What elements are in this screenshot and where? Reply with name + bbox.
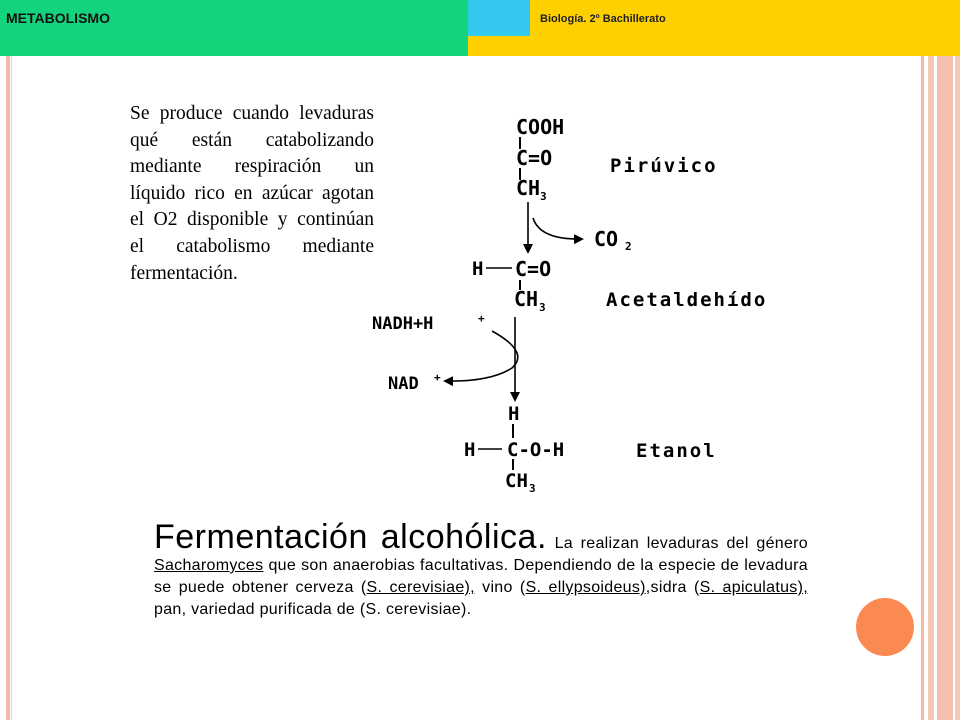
etanol-ch: CH [505, 470, 528, 492]
nad-sup: + [434, 371, 441, 384]
acetaldehido-co: C=O [515, 257, 552, 281]
acetaldehido-sub: 3 [539, 301, 546, 314]
species-apiculatus: S. apiculatus), [699, 579, 808, 596]
arrow-co2-release [533, 218, 582, 239]
acetaldehido-label: Acetaldehído [606, 289, 768, 311]
etanol-h-left: H [464, 439, 476, 461]
nad-text: NAD [388, 374, 419, 394]
nadh-text: NADH+H [372, 314, 434, 334]
paragraph-part-2: que son anaerobias facultativas. Dependiendo de la especie de levadura se puede obtener cerveza ( [154, 557, 809, 596]
acetaldehido-ch: CH [514, 287, 539, 311]
etanol-h-top: H [508, 403, 520, 425]
etanol-label: Etanol [636, 440, 717, 462]
fermentation-paragraph [154, 518, 809, 621]
description-text: Se produce cuando levaduras qué están catabolizando mediante respiración un líquido rico en azúcar agotan el O2 disponible y continúan el catabolismo mediante fermentación. [130, 103, 374, 284]
genus-sacharomyces: Sacharomyces [154, 557, 264, 574]
piruvico-cooh: COOH [516, 115, 565, 139]
acetaldehido-h: H [472, 258, 484, 280]
arrow-nadh-to-nad [445, 331, 518, 381]
piruvico-label: Pirúvico [610, 155, 718, 177]
paragraph-part-3: vino ( [482, 579, 526, 596]
etanol-sub: 3 [529, 482, 536, 495]
paragraph-title: Fermentación alcohólica. [154, 518, 547, 556]
paragraph-part-5: pan, variedad purificada de (S. cerevisiae). [154, 601, 472, 618]
piruvico-ch: CH [516, 176, 541, 200]
header-title: METABOLISMO [6, 10, 110, 26]
nadh-sup: + [478, 312, 485, 325]
etanol-center: C-O-H [507, 439, 565, 461]
co2-sub: 2 [625, 240, 632, 253]
paragraph-part-1: La realizan levaduras del género [554, 535, 808, 552]
header-subtitle: Biología. 2º Bachillerato [540, 13, 666, 25]
species-cerevisiae: S. cerevisiae), [366, 579, 475, 596]
co2-text: CO [594, 227, 619, 251]
piruvico-co: C=O [516, 146, 553, 170]
piruvico-sub: 3 [540, 190, 547, 203]
species-ellypsoideus: S. ellypsoideus) [525, 579, 646, 596]
paragraph-part-4: ,sidra ( [645, 579, 700, 596]
